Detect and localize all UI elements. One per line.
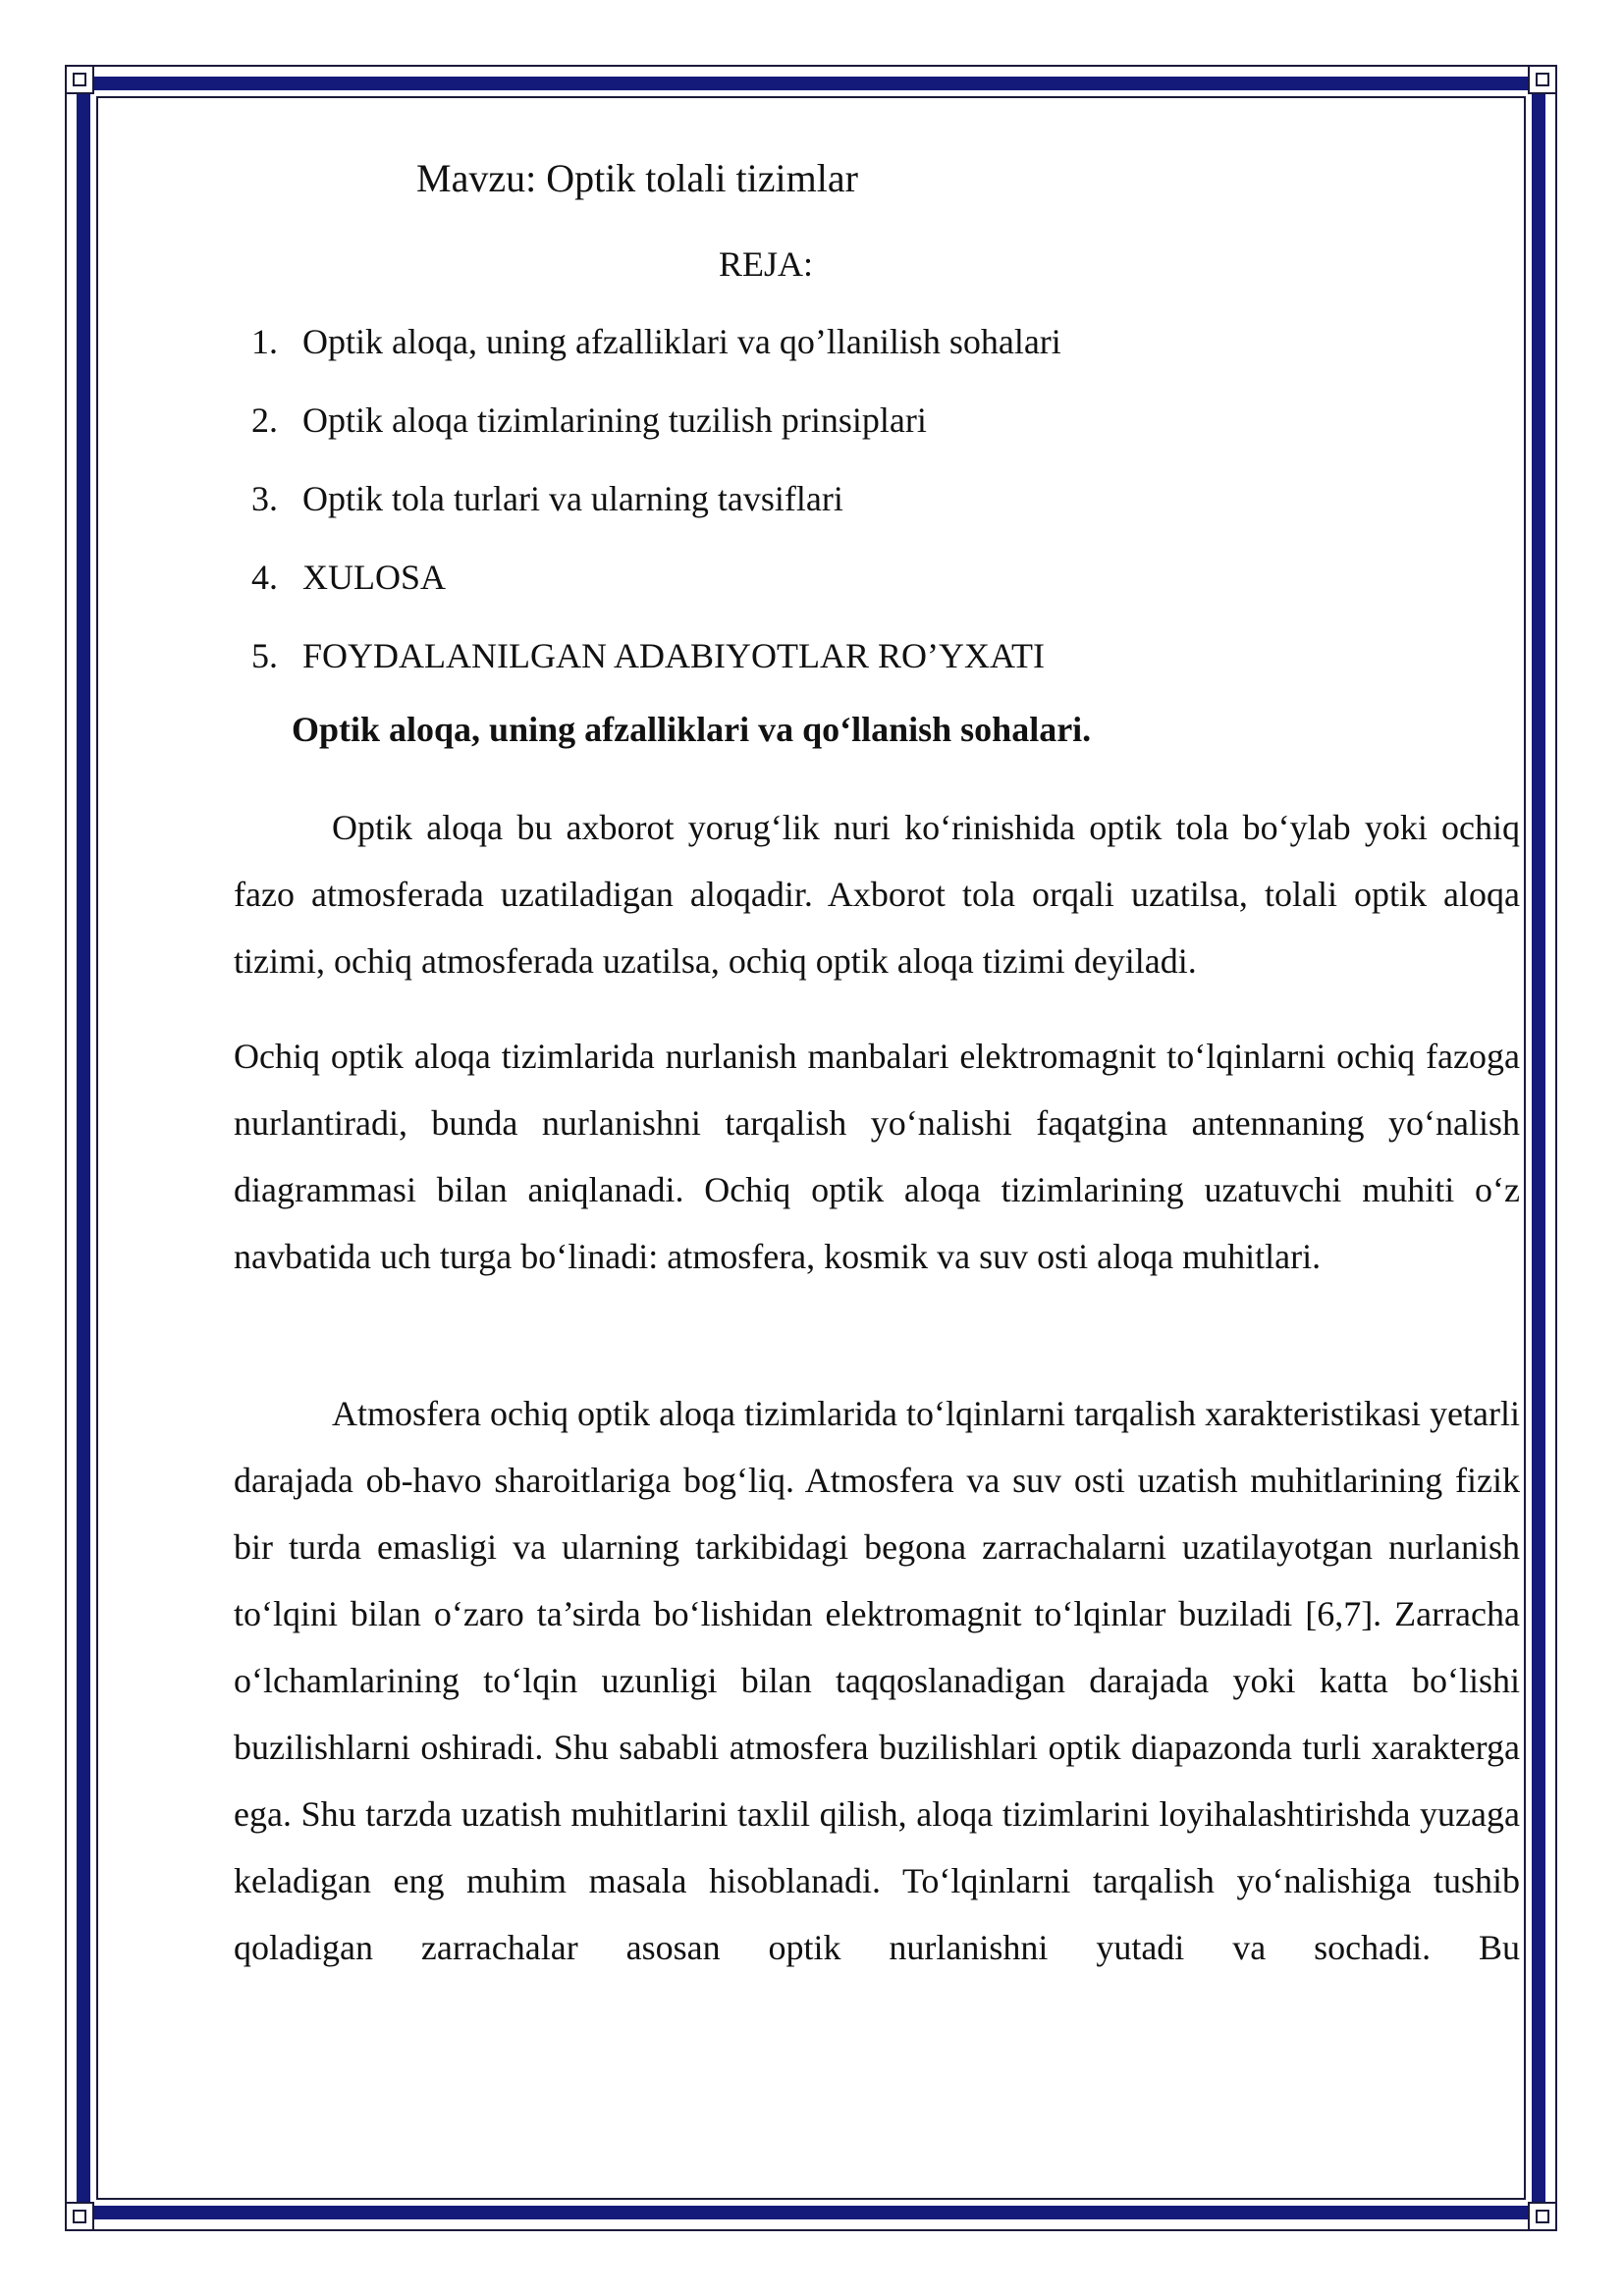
plan-heading: REJA: (719, 244, 814, 284)
plan-item: 2. Optik aloqa tizimlarining tuzilish prinsiplari (251, 400, 927, 440)
plan-list (251, 316, 1061, 709)
document-title: Mavzu: Optik tolali tizimlar (416, 156, 858, 200)
plan-item: 3. Optik tola turlari va ularning tavsiflari (251, 479, 843, 518)
plan-item: 5. FOYDALANILGAN ADABIYOTLAR RO’YXATI (251, 636, 1045, 675)
section-heading: Optik aloqa, uning afzalliklari va qo‘llanish sohalari. (292, 710, 1092, 749)
plan-item: 4. XULOSA (251, 558, 447, 597)
body-paragraph-2: Ochiq optik aloqa tizimlarida nurlanish manbalari elektromagnit to‘lqinlarni ochiq fazoga nurlantiradi, bunda nurlanishni tarqalish yo‘nalishi faqatgina antennaning yo‘nalish diagrammasi bilan aniqlanadi. Ochiq optik aloqa tizimlarining uzatuvchi muhiti o‘z navbatida uch turga bo‘linadi: atmosfera, kosmik va suv osti aloqa muhitlari. (234, 1037, 1520, 1276)
body-paragraph-3: Atmosfera ochiq optik aloqa tizimlarida to‘lqinlarni tarqalish xarakteristikasi yetarli darajada ob-havo sharoitlariga bog‘liq. Atmosfera va suv osti uzatish muhitlarining fizik bir turda emasligi va ularning tarkibidagi begona zarrachalarni uzatilayotgan nurlanish to‘lqini bilan o‘zaro ta’sirda bo‘lishidan elektromagnit to‘lqinlar buziladi [6,7]. Zarracha o‘lchamlarining to‘lqin uzunligi bilan taqqoslanadigan darajada yoki katta bo‘lishi buzilishlarni oshiradi. Shu sababli atmosfera buzilishlari optik diapazonda turli xarakterga ega. Shu tarzda uzatish muhitlarini taxlil qilish, aloqa tizimlarini loyihalashtirishda yuzaga keladigan eng muhim masala hisoblanadi. To‘lqinlarni tarqalish yo‘nalishiga tushib qoladigan zarrachalar asosan optik nurlanishni yutadi va sochadi. Bu (234, 1394, 1520, 1967)
corner-ornament-top-right (1528, 65, 1557, 94)
corner-ornament-top-left (65, 65, 94, 94)
plan-item: 1. Optik aloqa, uning afzalliklari va qo’llanilish sohalari (251, 322, 1061, 361)
corner-ornament-bottom-right (1528, 2202, 1557, 2231)
body-paragraph-1: Optik aloqa bu axborot yorug‘lik nuri ko‘rinishida optik tola bo‘ylab yoki ochiq fazo atmosferada uzatiladigan aloqadir. Axborot tola orqali uzatilsa, tolali optik aloqa tizimi, ochiq atmosferada uzatilsa, ochiq optik aloqa tizimi deyiladi. (234, 808, 1520, 981)
corner-ornament-bottom-left (65, 2202, 94, 2231)
